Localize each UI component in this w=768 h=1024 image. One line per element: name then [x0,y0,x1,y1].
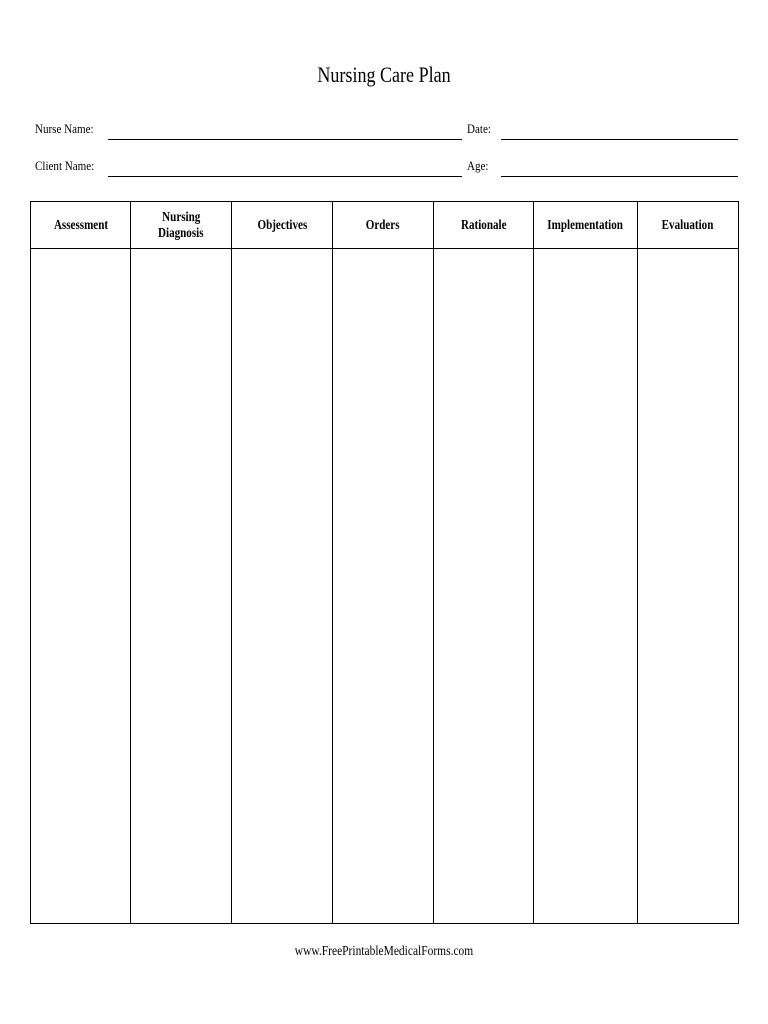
date-label: Date: [467,121,491,136]
column-header-label: Evaluation [662,217,714,232]
page-title: Nursing Care Plan [317,62,451,87]
column-header-rationale [434,202,534,249]
date-field[interactable] [501,139,738,140]
evaluation-cell[interactable] [638,249,739,924]
column-header-label: Rationale [460,217,507,232]
client-name-label: Client Name: [35,158,95,173]
objectives-cell[interactable] [232,249,333,924]
column-header-label: Implementation [547,217,624,232]
nursing-diagnosis-cell[interactable] [131,249,232,924]
column-header-label: Orders [366,217,400,232]
footer-website: www.FreePrintableMedicalForms.com [294,944,474,959]
table-header-row [31,202,739,249]
assessment-cell[interactable] [31,249,131,924]
column-header-implementation [534,202,638,249]
column-header-label-line2: Diagnosis [158,225,204,240]
age-field[interactable] [501,176,738,177]
age-label: Age: [467,158,489,173]
column-header-evaluation [638,202,739,249]
rationale-cell[interactable] [434,249,534,924]
column-header-orders [333,202,434,249]
table-row [31,249,739,924]
column-header-nursing-diagnosis [131,202,232,249]
orders-cell[interactable] [333,249,434,924]
care-plan-table [30,201,739,924]
column-header-label-line1: Nursing [161,209,201,224]
nurse-name-field[interactable] [108,139,462,140]
column-header-label: Objectives [257,217,307,232]
implementation-cell[interactable] [534,249,638,924]
client-name-field[interactable] [108,176,462,177]
column-header-assessment [31,202,131,249]
column-header-label: Assessment [53,217,108,232]
nurse-name-label: Nurse Name: [35,121,94,136]
column-header-objectives [232,202,333,249]
